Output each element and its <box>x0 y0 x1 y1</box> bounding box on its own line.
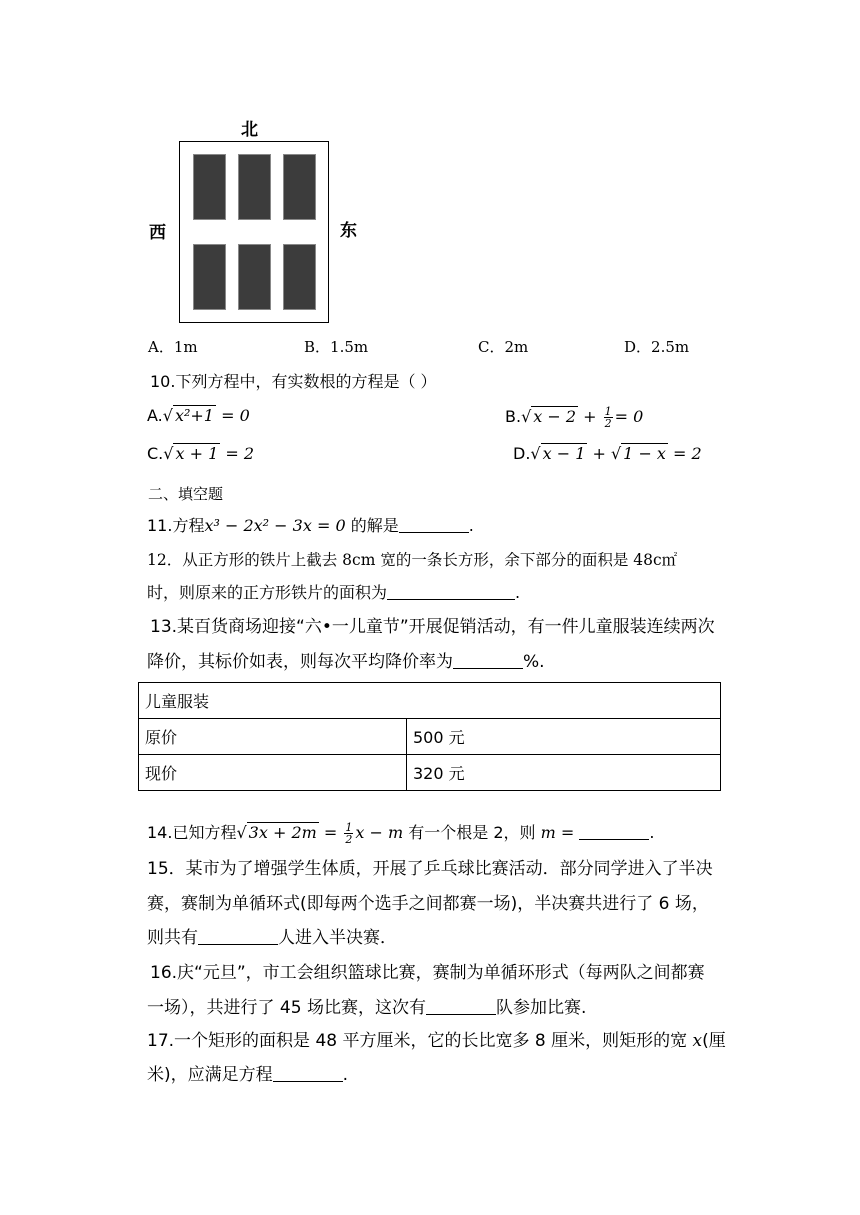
q17-line1 <box>147 1031 726 1051</box>
q14: 14.已知方程√ 3x + 2m = $\frac{1}{2}$ x − m 有一个根是 2，则 m = . <box>147 821 655 846</box>
table-row <box>139 755 721 791</box>
q16-line1: 16.庆“元旦”，市工会组织篮球比赛，赛制为单循环形式（每两队之间都赛 <box>150 963 705 983</box>
q10-option-b-label: B. <box>505 407 522 426</box>
q11-prefix: 11.方程 <box>147 516 205 535</box>
building-block <box>193 244 226 310</box>
q10-option-d-label: D. <box>513 444 531 463</box>
answer-blank[interactable] <box>198 928 278 945</box>
q15-line2: 赛，赛制为单循环式(即每两个选手之间都赛一场)，半决赛共进行了 6 场， <box>147 894 709 914</box>
q9-option-d: D．2.5m <box>624 338 690 356</box>
q17-line1-text: 17.一个矩形的面积是 48 平方厘米，它的长比宽多 8 厘米，则矩形的宽 <box>147 1031 688 1051</box>
q10-option-a: A.√ x²+1 = 0 <box>147 406 250 425</box>
building-block <box>283 154 316 220</box>
q13-line2 <box>147 652 545 672</box>
q15-line1: 15．某市为了增强学生体质，开展了乒乓球比赛活动．部分同学进入了半决 <box>147 859 713 879</box>
q10-option-b: B.√ x − 2 + $\frac{1}{2}$ = 0 <box>505 405 644 430</box>
price-table <box>138 682 721 791</box>
table-header-cell: 儿童服装 <box>139 683 721 719</box>
q9-option-c: C．2m <box>478 338 529 356</box>
q10-option-c: C.√ x + 1 = 2 <box>147 444 255 463</box>
q16-line2-suffix: 队参加比赛. <box>495 998 587 1018</box>
answer-blank[interactable] <box>273 1065 343 1082</box>
building-block <box>283 244 316 310</box>
q13-line2-suffix: %. <box>523 652 545 672</box>
q17-line2 <box>147 1065 348 1085</box>
answer-blank[interactable] <box>453 652 523 669</box>
table-row <box>139 719 721 755</box>
q9-option-b: B．1.5m <box>304 338 369 356</box>
q13-line2-prefix: 降价，其标价如表，则每次平均降价率为 <box>147 652 453 672</box>
section-title: 二、填空题 <box>148 485 224 503</box>
q14-end: . <box>649 823 655 842</box>
q17-end: . <box>342 1065 349 1085</box>
q17-line2-prefix: 米)，应满足方程 <box>147 1065 273 1085</box>
q17-line1-end: (厘 <box>702 1031 726 1051</box>
q12-line2-prefix: 时，则原来的正方形铁片的面积为 <box>147 583 388 602</box>
q14-prefix: 14.已知方程 <box>147 823 237 842</box>
q13-line1: 13.某百货商场迎接“六•一儿童节”开展促销活动，有一件儿童服装连续两次 <box>150 617 715 637</box>
table-row <box>139 683 721 719</box>
building-block <box>238 244 271 310</box>
table-cell-value: 320 元 <box>407 755 721 791</box>
q12-line1: 12．从正方形的铁片上截去 8cm 宽的一条长方形，余下部分的面积是 48c㎡ <box>147 551 678 569</box>
q11: 11.方程x³ − 2x² − 3x = 0 的解是 . <box>147 516 474 535</box>
q16-line2 <box>147 998 586 1018</box>
q12-line2 <box>147 583 520 603</box>
east-label: 东 <box>340 221 357 241</box>
q10-option-d: D.√ x − 1 + √ 1 − x = 2 <box>513 444 702 463</box>
q12-end: . <box>515 583 521 602</box>
q17-variable: x <box>692 1031 703 1051</box>
building-block <box>238 154 271 220</box>
q14-mid: 有一个根是 2，则 <box>408 823 536 842</box>
answer-blank[interactable] <box>426 998 496 1015</box>
west-label: 西 <box>149 223 166 243</box>
building-block <box>193 154 226 220</box>
table-cell-label: 原价 <box>139 719 407 755</box>
q11-end: . <box>468 516 474 535</box>
north-label: 北 <box>241 120 258 140</box>
q9-option-a: A．1m <box>148 338 198 356</box>
answer-blank[interactable] <box>399 516 469 533</box>
q10-option-a-label: A. <box>147 406 163 425</box>
q15-line3-suffix: 人进入半决赛． <box>278 928 397 948</box>
q15-line3 <box>147 928 397 948</box>
table-cell-label: 现价 <box>139 755 407 791</box>
q10-option-c-label: C. <box>147 444 164 463</box>
q16-line2-prefix: 一场），共进行了 45 场比赛，这次有 <box>147 998 426 1018</box>
q10-stem: 10.下列方程中，有实数根的方程是（ ） <box>150 372 437 391</box>
answer-blank[interactable] <box>387 583 515 600</box>
answer-blank[interactable] <box>579 823 649 840</box>
table-cell-value: 500 元 <box>407 719 721 755</box>
q15-line3-prefix: 则共有 <box>147 928 198 948</box>
q11-suffix: 的解是 <box>350 516 399 535</box>
